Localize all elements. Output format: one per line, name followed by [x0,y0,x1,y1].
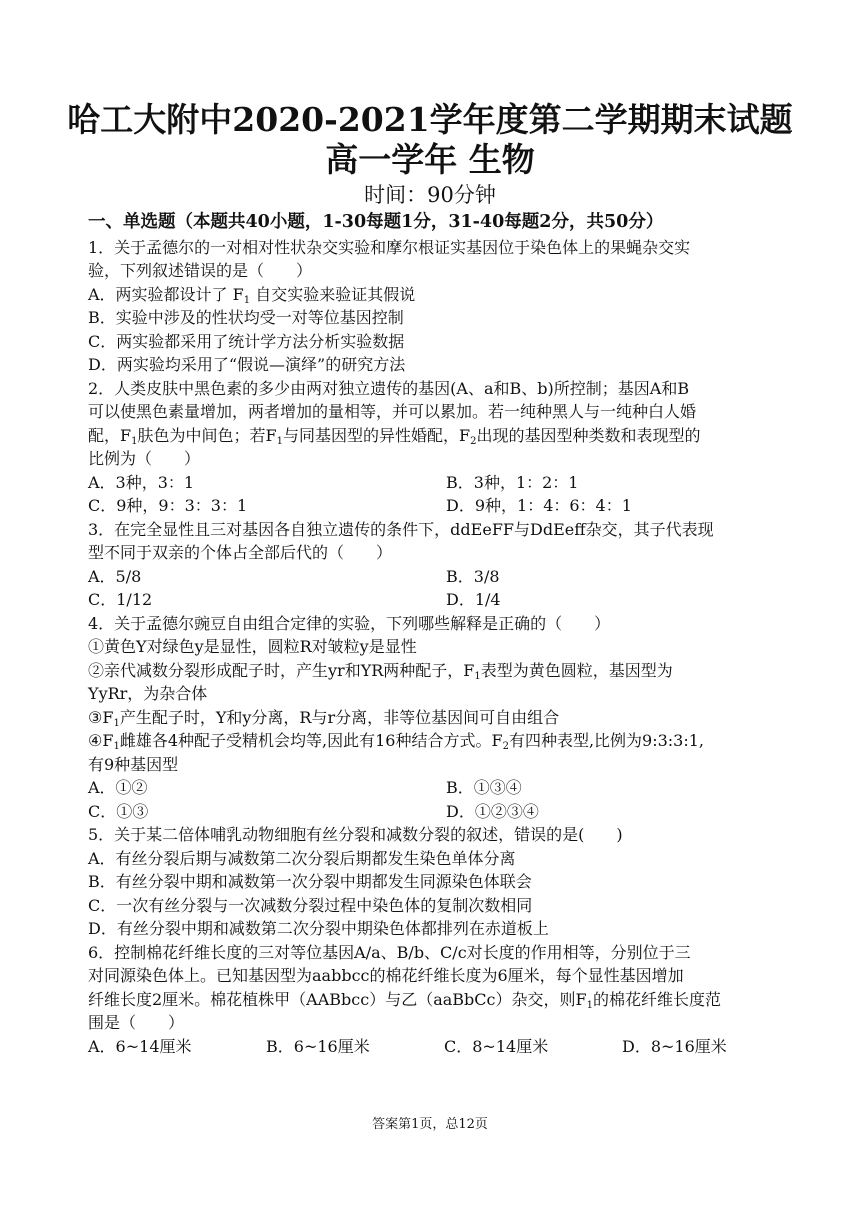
q4-option-d: D．①②③④ [446,802,539,821]
page-footer: 答案第1页，总12页 [372,1117,488,1132]
exam-subtitle: 高一学年 生物 [325,140,535,179]
q6-stem-line1: 6．控制棉花纤维长度的三对等位基因A/a、B/b、C/c对长度的作用相等，分别位于三 [88,943,691,962]
q2-option-d: D．9种，1：4：6：4：1 [446,496,632,515]
exam-title: 哈工大附中2020-2021学年度第二学期期末试题 [67,100,793,139]
q2-option-b: B．3种，1：2：1 [446,473,579,492]
q1-option-a: A．两实验都设计了 $F_1$ 自交实验来验证其假说 [88,285,416,306]
q3-option-c: C．1/12 [88,590,153,609]
q3-option-b: B．3/8 [446,567,500,586]
q2-option-a: A．3种，3：1 [88,473,195,492]
q2-stem-line1: 2．人类皮肤中黑色素的多少由两对独立遗传的基因(A、a和B、b)所控制；基因A和B [88,379,690,398]
q6-option-a: A．6~14厘米 [88,1037,192,1056]
q3-option-d: D．1/4 [446,590,501,609]
q4-statement-3: $③F_1$产生配子时，Y和y分离，R与r分离，非等位基因间可自由组合 [88,708,560,729]
q1-option-c: C．两实验都采用了统计学方法分析实验数据 [88,332,405,351]
q6-option-b: B．6~16厘米 [266,1037,370,1056]
q3-stem-line2: 型不同于双亲的个体占全部后代的（ ） [88,543,393,562]
q4-statement-4-cont: 有9种基因型 [88,755,179,774]
q4-option-a: A．①② [88,778,148,797]
q1-stem-line1: 1．关于孟德尔的一对相对性状杂交实验和摩尔根证实基因位于染色体上的果蝇杂交实 [88,238,691,257]
q1-option-d: D．两实验均采用了“假说—演绎”的研究方法 [88,355,406,374]
q2-stem-line3: 配，$F_1$肤色为中间色；若$F_1$与同基因型的异性婚配，$F_2$出现的基因型种类数和表现型的 [88,426,701,447]
q2-stem-line2: 可以使黑色素量增加，两者增加的量相等，并可以累加。若一纯种黑人与一纯种白人婚 [88,402,697,421]
q2-stem-line4: 比例为（ ） [88,449,201,468]
q6-stem-line4: 围是（ ） [88,1013,185,1032]
q3-stem-line1: 3．在完全显性且三对基因各自独立遗传的条件下，ddEeFF与DdEeff杂交，其子代表现 [88,520,714,539]
q4-statement-2: ②亲代减数分裂形成配子时，产生yr和YR两种配子，$F_1$表型为黄色圆粒，基因型为 [88,661,673,682]
q4-statement-1: ①黄色Y对绿色y是显性，圆粒R对皱粒y是显性 [88,637,417,656]
q2-option-c: C．9种，9：3：3：1 [88,496,248,515]
q6-option-c: C．8~14厘米 [444,1037,549,1056]
q5-option-d: D．有丝分裂中期和减数第二次分裂中期染色体都排列在赤道板上 [88,919,549,938]
q6-option-d: D．8~16厘米 [622,1037,727,1056]
q5-option-b: B．有丝分裂中期和减数第一次分裂中期都发生同源染色体联会 [88,872,532,891]
q4-option-c: C．①③ [88,802,149,821]
exam-time: 时间：90分钟 [364,183,496,207]
q4-statement-2-cont: YyRr，为杂合体 [88,684,208,703]
q4-statement-4: $④F_1$雌雄各4种配子受精机会均等,因此有16种结合方式。$F_2$有四种表型,比例为9:3:3:1, [88,731,705,752]
q1-stem-line2: 验，下列叙述错误的是（ ） [88,261,313,280]
q5-stem: 5．关于某二倍体哺乳动物细胞有丝分裂和减数分裂的叙述，错误的是( ) [88,825,623,844]
q6-stem-line3: 纤维长度2厘米。棉花植株甲（AABbcc）与乙（aaBbCc）杂交，则$F_1$的棉花纤维长度范 [88,990,721,1011]
q1-option-b: B．实验中涉及的性状均受一对等位基因控制 [88,308,404,327]
section-heading: 一、单选题（本题共40小题，1-30每题1分，31-40每题2分，共50分） [88,212,664,232]
q3-option-a: A．5/8 [88,567,142,586]
q5-option-a: A．有丝分裂后期与减数第二次分裂后期都发生染色单体分离 [88,849,516,868]
q5-option-c: C．一次有丝分裂与一次减数分裂过程中染色体的复制次数相同 [88,896,533,915]
q4-option-b: B．①③④ [446,778,522,797]
q6-stem-line2: 对同源染色体上。已知基因型为aabbcc的棉花纤维长度为6厘米，每个显性基因增加 [88,966,684,985]
q4-stem: 4．关于孟德尔豌豆自由组合定律的实验，下列哪些解释是正确的（ ） [88,614,611,633]
